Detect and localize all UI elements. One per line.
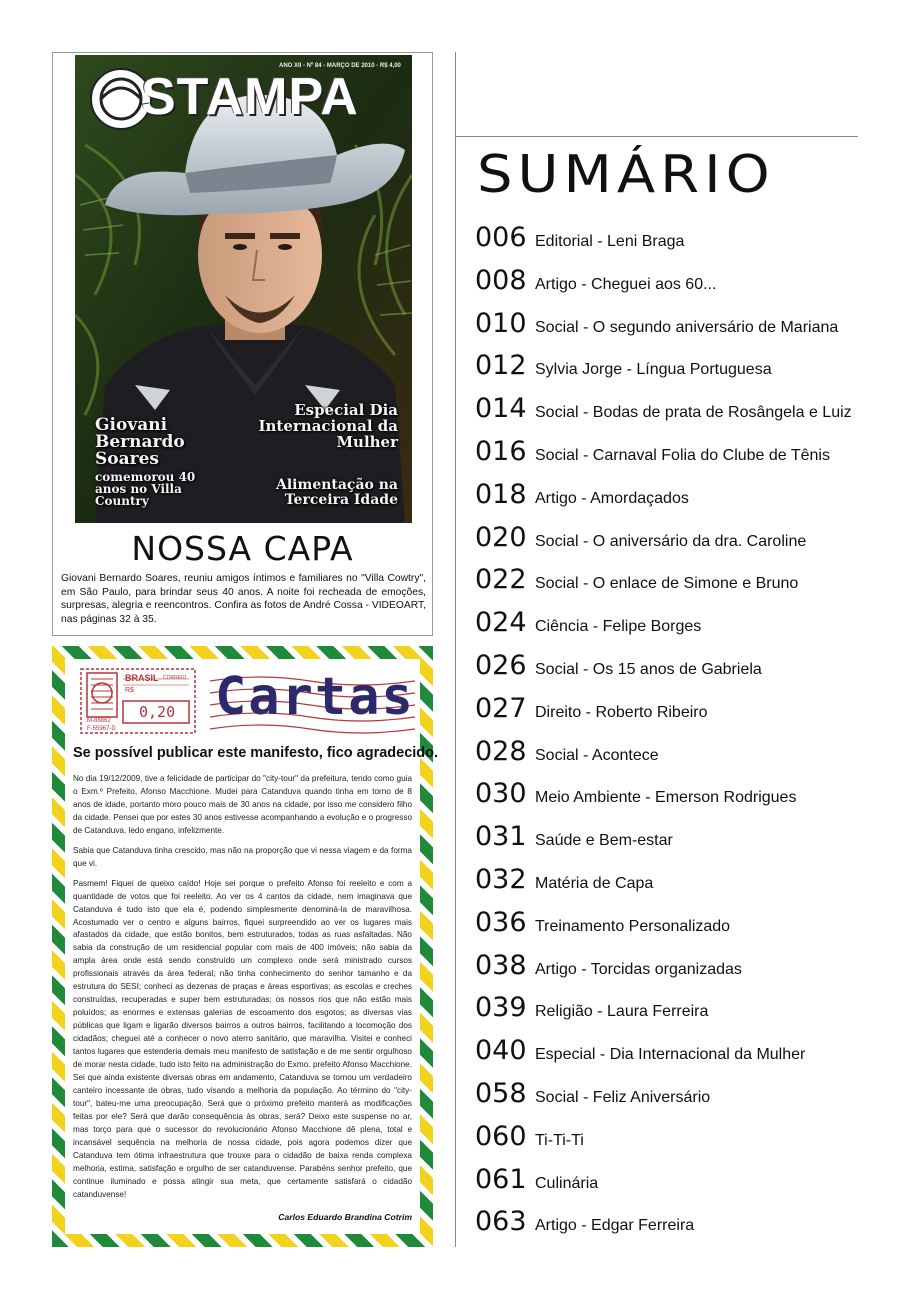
toc-item[interactable] <box>475 864 865 907</box>
nossa-capa-caption: Giovani Bernardo Soares, reuniu amigos íntimos e familiares no "Villa Cowtry", em São Paulo, para brindar seus 40 anos. A noite foi recheada de emoções, surpresas, alegria e reencontros. Confira as fotos de André Cossa - VIDEOART, nas páginas 32 à 35. <box>61 573 426 626</box>
toc-page-number: 016 <box>475 435 527 467</box>
toc-list <box>475 222 865 1249</box>
toc-page-number: 063 <box>475 1206 527 1238</box>
stamp-currency: R$ <box>125 687 134 694</box>
postage-stamp <box>79 667 197 735</box>
toc-title: SUMÁRIO <box>477 145 775 205</box>
toc-page-number: 012 <box>475 350 527 382</box>
toc-item-label: Matéria de Capa <box>535 874 654 892</box>
toc-item[interactable] <box>475 992 865 1035</box>
issue-line: ANO XII - Nº 84 - MARÇO DE 2010 - R$ 4,00 <box>279 63 401 69</box>
stamp-code-1: M-88862 <box>87 718 111 724</box>
toc-item-label: Artigo - Amordaçados <box>535 489 689 507</box>
toc-page-number: 040 <box>475 1035 527 1067</box>
toc-item[interactable] <box>475 821 865 864</box>
toc-item[interactable] <box>475 650 865 693</box>
toc-item-label: Social - Feliz Aniversário <box>535 1088 711 1106</box>
toc-item[interactable] <box>475 693 865 736</box>
toc-item-label: Sylvia Jorge - Língua Portuguesa <box>535 361 772 379</box>
toc-item-label: Treinamento Personalizado <box>535 917 731 935</box>
toc-page-number: 036 <box>475 906 527 938</box>
letter-heading: Se possível publicar este manifesto, fico agradecido. <box>73 745 439 761</box>
toc-item-label: Religião - Laura Ferreira <box>535 1003 709 1021</box>
toc-item-label: Artigo - Torcidas organizadas <box>535 960 742 978</box>
toc-item[interactable] <box>475 950 865 993</box>
toc-item[interactable] <box>475 265 865 308</box>
toc-item[interactable] <box>475 436 865 479</box>
toc-item[interactable] <box>475 393 865 436</box>
cover-headline-special: Especial Dia Internacional da Mulher <box>258 401 398 451</box>
toc-page-number: 038 <box>475 949 527 981</box>
toc-item-label: Direito - Roberto Ribeiro <box>535 703 708 721</box>
toc-item[interactable] <box>475 308 865 351</box>
toc-item[interactable] <box>475 350 865 393</box>
toc-item-label: Artigo - Cheguei aos 60... <box>535 275 717 293</box>
toc-item[interactable] <box>475 1121 865 1164</box>
cover-headline-sub: comemorou 40 anos no Villa Country <box>95 470 196 509</box>
toc-page-number: 020 <box>475 521 527 553</box>
masthead <box>89 63 399 133</box>
toc-page-number: 061 <box>475 1163 527 1195</box>
toc-page-number: 010 <box>475 307 527 339</box>
toc-item[interactable] <box>475 736 865 779</box>
toc-item[interactable] <box>475 907 865 950</box>
stamp-service: CORREIO <box>163 675 187 681</box>
toc-item[interactable] <box>475 778 865 821</box>
toc-item-label: Ti-Ti-Ti <box>535 1131 584 1149</box>
toc-page-number: 024 <box>475 607 527 639</box>
toc-page-number: 030 <box>475 778 527 810</box>
toc-item-label: Social - O enlace de Simone e Bruno <box>535 575 799 593</box>
letters-section <box>52 646 439 1247</box>
toc-item[interactable] <box>475 607 865 650</box>
toc-item[interactable] <box>475 222 865 265</box>
masthead-title: STAMPA <box>141 68 359 126</box>
letter-paragraph: Sabia que Catanduva tinha crescido, mas não na proporção que vi nessa viagem e da forma que vi. <box>73 845 412 868</box>
horizontal-divider <box>455 136 858 137</box>
cover-headline-third-age: Alimentação na Terceira Idade <box>276 477 398 508</box>
toc-item-label: Saúde e Bem-estar <box>535 832 673 850</box>
toc-item[interactable] <box>475 1206 865 1249</box>
letter-body <box>73 773 412 1209</box>
toc-page-number: 027 <box>475 692 527 724</box>
toc-page-number: 039 <box>475 992 527 1024</box>
toc-item[interactable] <box>475 564 865 607</box>
cover-photo[interactable] <box>75 55 412 523</box>
stamp-country: BRASIL <box>125 673 159 683</box>
letter-paragraph: No dia 19/12/2009, tive a felicidade de participar do "city-tour" da prefeitura, tendo como guia o Exm.º Prefeito, Afonso Macchione. Mudei para Catanduva quando tinha em torno de 8 anos de idade, portanto moro pouco mais de 30 anos na cidade, por isso me considero filho da cidade. Pensei que por estes 30 anos estivesse acompanhando a evolução e o progresso de Catanduva, ledo engano, infelizmente. <box>73 774 412 835</box>
toc-page-number: 060 <box>475 1120 527 1152</box>
cartas-title: Cartas <box>215 667 415 727</box>
toc-item[interactable] <box>475 1035 865 1078</box>
stamp-code-2: F-55967-D <box>87 726 116 732</box>
toc-item-label: Culinária <box>535 1174 599 1192</box>
toc-item-label: Social - O aniversário da dra. Caroline <box>535 532 807 550</box>
toc-item[interactable] <box>475 522 865 565</box>
letter-paragraph: Pasmem! Fiquei de queixo caído! Hoje sei porque o prefeito Afonso foi reeleito e com a quantidade de votos que foi reeleito. Ao ver os 4 cantos da cidade, nem imaginava que Catanduva é tudo isto que ela é, podendo simplesmente denominá-la de maravilhosa. Acostumado ver o centro e alguns bairros, fiquei surpreendido ao ver os lugares mais afastados da cidade, que estão bonitos, bem estruturados, todas as ruas asfaltadas. Não sabia da construção de um residencial popular com mais de 400 imóveis; não sabia da ampla área onde está sendo construído um complexo onde será ministrado cursos profissionais através da área federal; não tinha conhecimento do senhor tamanho e da estrutura do SESI; conheci as dezenas de praças e áreas esportivas; as escolas e creches construídas, recuperadas e super bem estruturadas; os nossos rios que não estão mais poluídos; as enormes e extensas galerias de escoamento dos esgotos; as diversas vias públicas que ligam e ligarão diversos bairros a outros bairros, facilitando a locomoção dos cidadãos; cheguei até a conhecer o novo aterro sanitário, que maravilha. Visitei e conheci tantos lugares que estenderia demais meu manifesto de satisfação e de me sentir orgulhoso de morar nesta cidade, tudo isto feito na administração do Exmo. prefeito Afonso Macchione. Sei que ainda existente diversas obras em andamento, Catanduva se tornou um verdadeiro canteiro incessante de obras, tudo visando a melhoria da população. Ao término do "city-tour", bateu-me uma preocupação. Será que o próximo prefeito manterá as modificações feitas por ele? Será que darão consequência às obras, será? Deixo este suspense no ar, mas torço para que o sucessor do revolucionário Afonso Macchione dê plena, total e incansável sequência na melhoria de nossa cidade, pois agora podemos dizer que Catanduva tem ótima infraestrutura que trouxe para o cidadão de baixa renda complexa melhoria, estima, satisfação e orgulho de ser catanduvense. Parabéns senhor prefeito, que continue iluminado e possa atingir sua meta, que certamente satisfará o cidadão catanduvense! <box>73 878 412 1199</box>
toc-item-label: Meio Ambiente - Emerson Rodrigues <box>535 789 797 807</box>
toc-page-number: 022 <box>475 564 527 596</box>
toc-item-label: Social - Carnaval Folia do Clube de Tênis <box>535 446 830 464</box>
toc-page-number: 014 <box>475 393 527 425</box>
toc-page-number: 032 <box>475 863 527 895</box>
toc-item-label: Especial - Dia Internacional da Mulher <box>535 1046 806 1064</box>
toc-item-label: Social - Acontece <box>535 746 659 764</box>
toc-item-label: Artigo - Edgar Ferreira <box>535 1217 695 1235</box>
toc-item[interactable] <box>475 1078 865 1121</box>
nossa-capa-title: NOSSA CAPA <box>131 529 354 568</box>
vertical-divider <box>455 52 456 1247</box>
toc-page-number: 028 <box>475 735 527 767</box>
toc-item-label: Social - Os 15 anos de Gabriela <box>535 660 762 678</box>
toc-item[interactable] <box>475 1164 865 1207</box>
toc-page-number: 058 <box>475 1077 527 1109</box>
cover-headline-name: Giovani Bernardo Soares <box>95 415 185 469</box>
toc-item-label: Social - Bodas de prata de Rosângela e Luiz <box>535 404 852 422</box>
toc-item-label: Social - O segundo aniversário de Mariana <box>535 318 839 336</box>
letter-signature: Carlos Eduardo Brandina Cotrim <box>278 1212 412 1222</box>
toc-item[interactable] <box>475 479 865 522</box>
toc-page-number: 031 <box>475 821 527 853</box>
toc-page-number: 008 <box>475 264 527 296</box>
toc-item-label: Ciência - Felipe Borges <box>535 618 702 636</box>
toc-page-number: 018 <box>475 478 527 510</box>
toc-page-number: 006 <box>475 222 527 253</box>
cover-section <box>52 52 433 636</box>
stamp-value: 0,20 <box>139 703 176 721</box>
toc-item-label: Editorial - Leni Braga <box>535 233 685 250</box>
toc-page-number: 026 <box>475 649 527 681</box>
